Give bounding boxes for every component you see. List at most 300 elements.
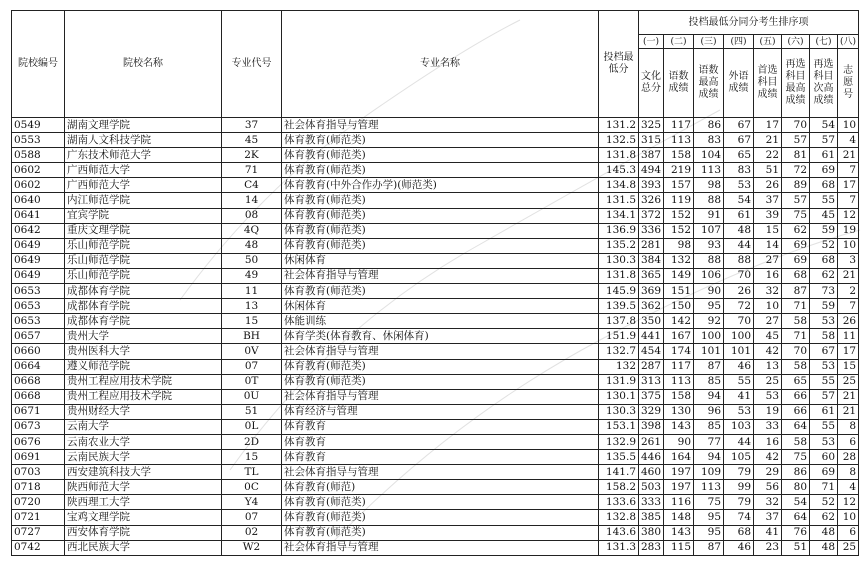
cell-school-code: 0640: [12, 193, 65, 208]
cell-first-subject: 42: [754, 344, 782, 359]
cell-foreign: 79: [724, 495, 754, 510]
table-row: [12, 299, 859, 314]
cell-wish-no: 8: [838, 465, 859, 480]
cell-total: 446: [639, 450, 664, 465]
cell-yushu-max: 88: [694, 193, 724, 208]
cell-wish-no: 21: [838, 268, 859, 283]
header-subcol-8: 志愿号: [838, 49, 859, 118]
cell-wish-no: 25: [838, 374, 859, 389]
cell-yushu: 152: [664, 208, 694, 223]
cell-min-score: 132: [599, 359, 639, 374]
table-row: [12, 525, 859, 540]
cell-total: 261: [639, 434, 664, 449]
cell-wish-no: 7: [838, 193, 859, 208]
cell-school-code: 0691: [12, 450, 65, 465]
cell-major-name: 社会体育指导与管理: [282, 268, 599, 283]
table-row: [12, 540, 859, 555]
cell-reselect-max: 51: [782, 540, 810, 555]
cell-school-name: 内江师范学院: [65, 193, 222, 208]
cell-reselect-second: 48: [810, 525, 838, 540]
cell-major-code: 0U: [222, 389, 282, 404]
cell-yushu: 119: [664, 193, 694, 208]
cell-major-name: 体育教育(师范类): [282, 193, 599, 208]
cell-yushu-max: 94: [694, 389, 724, 404]
table-row: [12, 450, 859, 465]
cell-min-score: 132.9: [599, 434, 639, 449]
cell-min-score: 132.5: [599, 133, 639, 148]
cell-school-name: 湖南文理学院: [65, 118, 222, 133]
cell-wish-no: 12: [838, 495, 859, 510]
header-min-score: 投档最低分: [599, 11, 639, 118]
cell-min-score: 158.2: [599, 480, 639, 495]
cell-major-code: 15: [222, 314, 282, 329]
cell-major-name: 社会体育指导与管理: [282, 540, 599, 555]
table-row: [12, 163, 859, 178]
cell-major-name: 社会体育指导与管理: [282, 465, 599, 480]
table-row: [12, 223, 859, 238]
cell-yushu: 113: [664, 374, 694, 389]
cell-foreign: 72: [724, 299, 754, 314]
table-row: [12, 284, 859, 299]
cell-major-name: 体能训练: [282, 314, 599, 329]
cell-wish-no: 2: [838, 284, 859, 299]
cell-school-code: 0642: [12, 223, 65, 238]
table-row: [12, 253, 859, 268]
cell-foreign: 26: [724, 284, 754, 299]
cell-min-score: 135.2: [599, 238, 639, 253]
cell-school-name: 陕西理工大学: [65, 495, 222, 510]
header-subcol-1: 文化总分: [639, 49, 664, 118]
cell-total: 369: [639, 284, 664, 299]
header-rank-5: (五): [754, 35, 782, 49]
cell-reselect-max: 57: [782, 193, 810, 208]
cell-yushu-max: 85: [694, 419, 724, 434]
table-row: [12, 344, 859, 359]
cell-first-subject: 10: [754, 299, 782, 314]
cell-first-subject: 23: [754, 540, 782, 555]
cell-wish-no: 17: [838, 178, 859, 193]
cell-wish-no: 10: [838, 510, 859, 525]
cell-foreign: 55: [724, 374, 754, 389]
cell-reselect-second: 61: [810, 148, 838, 163]
cell-major-name: 体育教育: [282, 419, 599, 434]
cell-major-code: 37: [222, 118, 282, 133]
cell-wish-no: 25: [838, 540, 859, 555]
cell-total: 365: [639, 268, 664, 283]
cell-wish-no: 10: [838, 118, 859, 133]
cell-major-name: 体育教育: [282, 434, 599, 449]
cell-total: 460: [639, 465, 664, 480]
cell-wish-no: 3: [838, 253, 859, 268]
cell-major-name: 体育教育(中外合作办学)(师范类): [282, 178, 599, 193]
cell-major-code: 2D: [222, 434, 282, 449]
cell-total: 336: [639, 223, 664, 238]
cell-school-name: 重庆文理学院: [65, 223, 222, 238]
cell-major-name: 休闲体育: [282, 253, 599, 268]
cell-wish-no: 6: [838, 434, 859, 449]
cell-reselect-second: 73: [810, 284, 838, 299]
cell-foreign: 74: [724, 510, 754, 525]
cell-yushu-max: 113: [694, 163, 724, 178]
cell-major-code: 50: [222, 253, 282, 268]
header-rank-4: (四): [724, 35, 754, 49]
cell-yushu-max: 85: [694, 374, 724, 389]
table-row: [12, 389, 859, 404]
cell-first-subject: 22: [754, 148, 782, 163]
cell-major-code: 0C: [222, 480, 282, 495]
cell-yushu-max: 95: [694, 510, 724, 525]
header-subcol-6: 再选科目最高成绩: [782, 49, 810, 118]
cell-first-subject: 33: [754, 419, 782, 434]
cell-major-code: 07: [222, 510, 282, 525]
cell-min-score: 151.9: [599, 329, 639, 344]
cell-foreign: 67: [724, 118, 754, 133]
cell-first-subject: 21: [754, 133, 782, 148]
cell-yushu-max: 106: [694, 268, 724, 283]
cell-yushu-max: 104: [694, 148, 724, 163]
cell-yushu: 148: [664, 510, 694, 525]
cell-wish-no: 19: [838, 223, 859, 238]
cell-min-score: 139.5: [599, 299, 639, 314]
cell-school-code: 0653: [12, 299, 65, 314]
cell-major-name: 社会体育指导与管理: [282, 118, 599, 133]
cell-major-code: BH: [222, 329, 282, 344]
cell-reselect-max: 71: [782, 299, 810, 314]
cell-school-name: 云南农业大学: [65, 434, 222, 449]
table-row: [12, 374, 859, 389]
cell-min-score: 145.3: [599, 163, 639, 178]
cell-first-subject: 32: [754, 495, 782, 510]
cell-school-name: 西北民族大学: [65, 540, 222, 555]
cell-reselect-second: 53: [810, 359, 838, 374]
table-row: [12, 419, 859, 434]
cell-school-code: 0653: [12, 314, 65, 329]
cell-foreign: 65: [724, 148, 754, 163]
cell-school-name: 广东技术师范大学: [65, 148, 222, 163]
cell-yushu: 143: [664, 525, 694, 540]
cell-school-name: 乐山师范学院: [65, 238, 222, 253]
cell-min-score: 134.8: [599, 178, 639, 193]
cell-major-code: C4: [222, 178, 282, 193]
table-row: [12, 133, 859, 148]
table-row: [12, 480, 859, 495]
cell-reselect-max: 76: [782, 525, 810, 540]
cell-yushu: 98: [664, 238, 694, 253]
cell-yushu: 151: [664, 284, 694, 299]
cell-first-subject: 15: [754, 223, 782, 238]
cell-school-name: 云南民族大学: [65, 450, 222, 465]
cell-wish-no: 17: [838, 344, 859, 359]
cell-major-code: 08: [222, 208, 282, 223]
cell-first-subject: 51: [754, 163, 782, 178]
cell-min-score: 131.8: [599, 148, 639, 163]
cell-reselect-max: 70: [782, 118, 810, 133]
cell-major-code: Y4: [222, 495, 282, 510]
cell-min-score: 137.8: [599, 314, 639, 329]
cell-yushu: 197: [664, 480, 694, 495]
cell-total: 375: [639, 389, 664, 404]
cell-reselect-second: 45: [810, 208, 838, 223]
header-rank-1: (一): [639, 35, 664, 49]
table-row: [12, 208, 859, 223]
cell-min-score: 145.9: [599, 284, 639, 299]
cell-yushu-max: 98: [694, 178, 724, 193]
cell-major-code: 45: [222, 133, 282, 148]
cell-foreign: 101: [724, 344, 754, 359]
cell-major-code: 11: [222, 284, 282, 299]
cell-total: 384: [639, 253, 664, 268]
table-row: [12, 238, 859, 253]
cell-min-score: 130.1: [599, 389, 639, 404]
cell-major-name: 体育教育: [282, 450, 599, 465]
cell-foreign: 105: [724, 450, 754, 465]
cell-foreign: 70: [724, 268, 754, 283]
cell-yushu: 113: [664, 133, 694, 148]
cell-yushu: 117: [664, 118, 694, 133]
table-row: [12, 495, 859, 510]
cell-first-subject: 42: [754, 450, 782, 465]
cell-foreign: 46: [724, 540, 754, 555]
cell-total: 503: [639, 480, 664, 495]
cell-reselect-max: 58: [782, 434, 810, 449]
cell-total: 385: [639, 510, 664, 525]
cell-yushu: 174: [664, 344, 694, 359]
cell-foreign: 83: [724, 163, 754, 178]
cell-total: 398: [639, 419, 664, 434]
cell-major-name: 体育教育(师范类): [282, 238, 599, 253]
cell-reselect-second: 68: [810, 253, 838, 268]
cell-major-name: 体育教育(师范类): [282, 495, 599, 510]
cell-first-subject: 19: [754, 404, 782, 419]
cell-yushu: 152: [664, 223, 694, 238]
cell-reselect-second: 61: [810, 404, 838, 419]
header-subcol-3: 语数最高成绩: [694, 49, 724, 118]
cell-foreign: 88: [724, 253, 754, 268]
cell-yushu-max: 93: [694, 238, 724, 253]
cell-major-name: 体育教育(师范): [282, 480, 599, 495]
cell-major-code: 0L: [222, 419, 282, 434]
cell-yushu: 149: [664, 268, 694, 283]
cell-yushu-max: 95: [694, 525, 724, 540]
cell-school-name: 云南大学: [65, 419, 222, 434]
cell-reselect-max: 70: [782, 344, 810, 359]
cell-yushu-max: 94: [694, 450, 724, 465]
cell-total: 387: [639, 148, 664, 163]
table-row: [12, 465, 859, 480]
cell-wish-no: 21: [838, 148, 859, 163]
cell-reselect-max: 66: [782, 389, 810, 404]
cell-major-name: 社会体育指导与管理: [282, 344, 599, 359]
cell-foreign: 61: [724, 208, 754, 223]
cell-wish-no: 28: [838, 450, 859, 465]
cell-school-name: 遵义师范学院: [65, 359, 222, 374]
cell-first-subject: 26: [754, 178, 782, 193]
cell-school-name: 乐山师范学院: [65, 253, 222, 268]
cell-reselect-second: 55: [810, 419, 838, 434]
cell-reselect-second: 54: [810, 118, 838, 133]
cell-yushu-max: 113: [694, 480, 724, 495]
cell-major-code: 15: [222, 450, 282, 465]
cell-major-name: 体育教育(师范类): [282, 133, 599, 148]
cell-wish-no: 21: [838, 389, 859, 404]
cell-wish-no: 4: [838, 480, 859, 495]
header-rank-3: (三): [694, 35, 724, 49]
cell-school-code: 0602: [12, 163, 65, 178]
cell-min-score: 131.9: [599, 374, 639, 389]
cell-school-code: 0676: [12, 434, 65, 449]
cell-major-code: 07: [222, 359, 282, 374]
cell-min-score: 135.5: [599, 450, 639, 465]
cell-school-code: 0673: [12, 419, 65, 434]
cell-total: 313: [639, 374, 664, 389]
table-row: [12, 404, 859, 419]
cell-reselect-max: 80: [782, 480, 810, 495]
cell-major-code: 2K: [222, 148, 282, 163]
cell-reselect-second: 67: [810, 344, 838, 359]
cell-min-score: 136.9: [599, 223, 639, 238]
header-rank-2: (二): [664, 35, 694, 49]
cell-yushu: 164: [664, 450, 694, 465]
cell-major-name: 体育教育(师范类): [282, 510, 599, 525]
cell-school-name: 成都体育学院: [65, 314, 222, 329]
table-row: [12, 268, 859, 283]
cell-school-code: 0668: [12, 389, 65, 404]
cell-foreign: 68: [724, 525, 754, 540]
cell-wish-no: 10: [838, 238, 859, 253]
cell-major-code: 48: [222, 238, 282, 253]
cell-school-code: 0641: [12, 208, 65, 223]
cell-major-name: 体育教育(师范类): [282, 284, 599, 299]
cell-yushu-max: 107: [694, 223, 724, 238]
cell-reselect-second: 69: [810, 465, 838, 480]
cell-total: 494: [639, 163, 664, 178]
cell-yushu-max: 86: [694, 118, 724, 133]
cell-foreign: 41: [724, 389, 754, 404]
cell-school-code: 0718: [12, 480, 65, 495]
cell-total: 362: [639, 299, 664, 314]
table-row: [12, 329, 859, 344]
cell-major-name: 体育教育(师范类): [282, 148, 599, 163]
cell-major-code: 71: [222, 163, 282, 178]
cell-major-code: 4Q: [222, 223, 282, 238]
cell-school-name: 宝鸡文理学院: [65, 510, 222, 525]
cell-reselect-max: 75: [782, 208, 810, 223]
cell-reselect-max: 64: [782, 419, 810, 434]
score-table: [11, 10, 859, 556]
cell-school-code: 0668: [12, 374, 65, 389]
table-row: [12, 359, 859, 374]
cell-total: 350: [639, 314, 664, 329]
cell-first-subject: 37: [754, 193, 782, 208]
cell-reselect-second: 69: [810, 163, 838, 178]
cell-major-name: 社会体育指导与管理: [282, 389, 599, 404]
cell-yushu-max: 92: [694, 314, 724, 329]
cell-major-code: 49: [222, 268, 282, 283]
cell-school-code: 0660: [12, 344, 65, 359]
cell-foreign: 79: [724, 465, 754, 480]
cell-major-name: 体育教育(师范类): [282, 374, 599, 389]
cell-major-name: 体育经济与管理: [282, 404, 599, 419]
cell-reselect-second: 57: [810, 133, 838, 148]
cell-first-subject: 16: [754, 434, 782, 449]
cell-foreign: 67: [724, 133, 754, 148]
cell-yushu: 158: [664, 148, 694, 163]
header-subcol-2: 语数成绩: [664, 49, 694, 118]
header-major-name: 专业名称: [282, 11, 599, 118]
cell-first-subject: 29: [754, 465, 782, 480]
cell-wish-no: 6: [838, 525, 859, 540]
cell-yushu: 150: [664, 299, 694, 314]
cell-reselect-max: 57: [782, 133, 810, 148]
cell-reselect-max: 72: [782, 163, 810, 178]
cell-school-code: 0721: [12, 510, 65, 525]
cell-total: 333: [639, 495, 664, 510]
table-row: [12, 118, 859, 133]
cell-yushu-max: 109: [694, 465, 724, 480]
cell-yushu-max: 77: [694, 434, 724, 449]
cell-school-name: 广西师范大学: [65, 163, 222, 178]
cell-min-score: 131.3: [599, 540, 639, 555]
cell-reselect-second: 53: [810, 314, 838, 329]
cell-total: 281: [639, 238, 664, 253]
cell-min-score: 132.7: [599, 344, 639, 359]
cell-min-score: 134.1: [599, 208, 639, 223]
header-rank-7: (七): [810, 35, 838, 49]
cell-total: 325: [639, 118, 664, 133]
cell-reselect-max: 64: [782, 510, 810, 525]
cell-school-code: 0703: [12, 465, 65, 480]
cell-reselect-second: 52: [810, 495, 838, 510]
cell-major-code: 51: [222, 404, 282, 419]
cell-min-score: 141.7: [599, 465, 639, 480]
cell-school-code: 0742: [12, 540, 65, 555]
cell-major-code: 02: [222, 525, 282, 540]
cell-reselect-max: 89: [782, 178, 810, 193]
cell-reselect-max: 54: [782, 495, 810, 510]
cell-major-code: 13: [222, 299, 282, 314]
cell-first-subject: 41: [754, 525, 782, 540]
cell-yushu: 158: [664, 389, 694, 404]
cell-first-subject: 39: [754, 208, 782, 223]
cell-foreign: 53: [724, 178, 754, 193]
cell-min-score: 132.8: [599, 510, 639, 525]
cell-min-score: 133.6: [599, 495, 639, 510]
cell-reselect-second: 59: [810, 223, 838, 238]
cell-foreign: 53: [724, 404, 754, 419]
cell-reselect-second: 71: [810, 480, 838, 495]
cell-yushu-max: 91: [694, 208, 724, 223]
header-rank-group: 投档最低分同分考生排序项: [639, 11, 859, 35]
cell-school-name: 西安体育学院: [65, 525, 222, 540]
cell-school-name: 乐山师范学院: [65, 268, 222, 283]
cell-major-name: 体育教育(师范类): [282, 163, 599, 178]
cell-yushu-max: 88: [694, 253, 724, 268]
header-subcol-4: 外语成绩: [724, 49, 754, 118]
cell-major-name: 休闲体育: [282, 299, 599, 314]
cell-reselect-second: 52: [810, 238, 838, 253]
cell-total: 329: [639, 404, 664, 419]
cell-reselect-max: 66: [782, 404, 810, 419]
cell-school-code: 0649: [12, 238, 65, 253]
cell-reselect-max: 69: [782, 253, 810, 268]
cell-school-code: 0588: [12, 148, 65, 163]
cell-major-name: 体育教育(师范类): [282, 208, 599, 223]
cell-reselect-second: 58: [810, 329, 838, 344]
cell-yushu-max: 83: [694, 133, 724, 148]
cell-reselect-second: 53: [810, 434, 838, 449]
cell-yushu-max: 100: [694, 329, 724, 344]
cell-major-name: 体育教育(师范类): [282, 359, 599, 374]
